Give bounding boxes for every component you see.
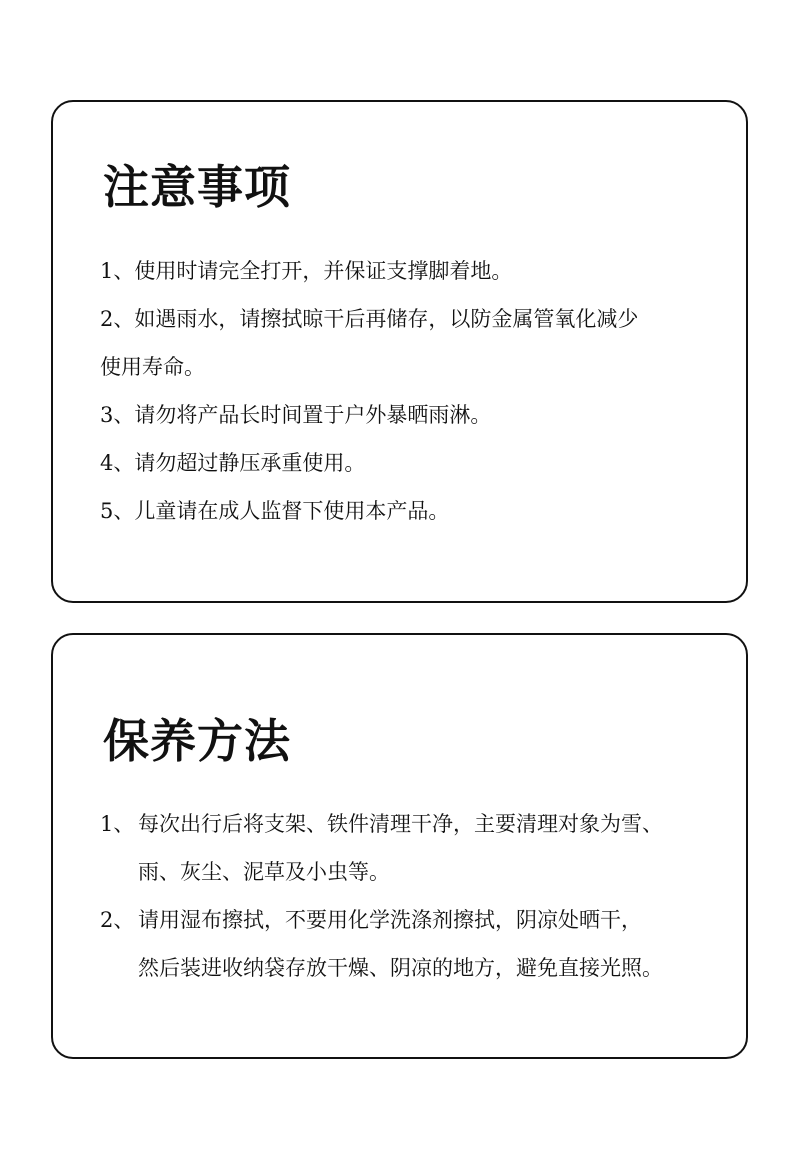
care-title: 保养方法 <box>103 714 291 768</box>
care-item-2-line-1: 请用湿布擦拭，不要用化学洗涤剂擦拭，阴凉处晒干， <box>138 908 642 932</box>
notes-title: 注意事项 <box>103 160 291 214</box>
care-item-1-text <box>138 800 730 896</box>
notes-item-2-continuation: 使用寿命。 <box>100 355 205 379</box>
care-item-1-line-2: 雨、灰尘、泥草及小虫等。 <box>138 860 390 884</box>
care-item-2 <box>100 896 730 992</box>
care-item-1-number: 1、 <box>100 812 135 836</box>
care-item-2-line-2: 然后装进收纳袋存放干燥、阴凉的地方，避免直接光照。 <box>138 956 663 980</box>
notes-item-2: 2、如遇雨水，请擦拭晾干后再储存，以防金属管氧化减少 <box>100 307 639 331</box>
care-item-1-line-1: 每次出行后将支架、铁件清理干净，主要清理对象为雪、 <box>138 812 663 836</box>
care-item-2-text <box>138 896 730 992</box>
notes-item-4: 4、请勿超过静压承重使用。 <box>100 451 366 475</box>
notes-item-1: 1、使用时请完全打开，并保证支撑脚着地。 <box>100 259 513 283</box>
care-list <box>100 800 730 992</box>
care-item-1 <box>100 800 730 896</box>
notes-item-3: 3、请勿将产品长时间置于户外暴晒雨淋。 <box>100 403 492 427</box>
notes-list <box>100 247 638 535</box>
notes-item-5: 5、儿童请在成人监督下使用本产品。 <box>100 499 450 523</box>
notes-card <box>51 100 748 603</box>
care-card <box>51 633 748 1059</box>
care-item-2-number: 2、 <box>100 908 135 932</box>
